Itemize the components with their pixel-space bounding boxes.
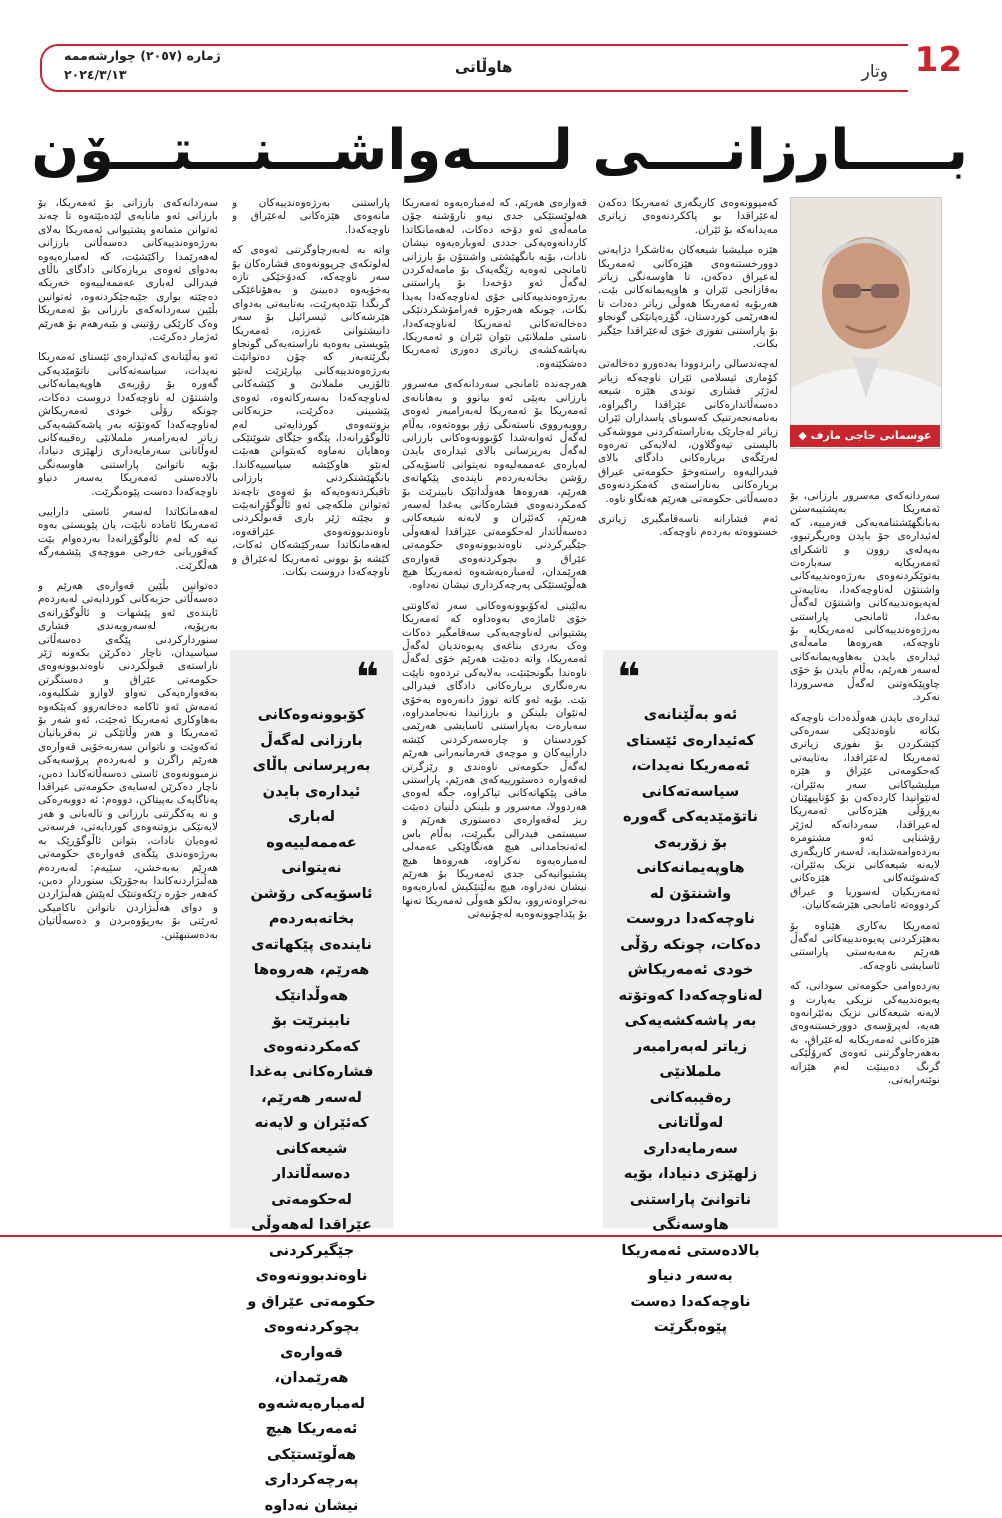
column-2 — [402, 197, 587, 1227]
pull-quote-text: ئەو بەڵێنانەی کەئیدارەی ئێستای ئەمەریکا نەیدات، سیاسەتەکانی ناتۆمێدیەکی گەورە بۆ زۆربەی هاوپەیمانەکانی واشنتۆن لە ناوچەکەدا دروست دەکات، چونکە رۆڵی خودی ئەمەریکاش لەناوچەکەدا کەوتۆتە بەر پاشەکشەیەکی زیاتر لەبەرامبەر ململانێی رەقیبەکانی لەوڵاتانی سەرمایەداری زلهێزی دنیادا، بۆیە ناتوانێ پاراستنی هاوسەنگی بالادەستی ئەمەریکا بەسەر دنیاو ناوچەکەدا دەست پێوەبگرێت — [618, 706, 763, 1335]
newspaper-logo: هاوڵاتی — [455, 58, 513, 76]
paragraph: هێزە میلیشیا شیعەکان بەئاشکرا دژایەتی دوورخستنەوەی هێزەکانی ئەمەریکا لەعیراق دەکەن، تا هاوسەنگی زیاتر بەقازانجی ئێران و هاوپەیمانەکانی بێت. هەربۆیە ئەمەریکا هەوڵی زیاتر دەدات تا لەهەرێمی کوردستان، گۆڕەپانێکی گونجاو بۆ پاراستنی نفوزی خۆی لەعێراقدا جێگیر بکات. — [598, 244, 778, 351]
paragraph: بەردەوامی حکومەتی سودانی، کە پەیوەندییەکی نزیکی بەپارت و لایەنە شیعەکانی نزیک بەئێرانەوە هەیە، لەپرۆسەی دوورخستنەوەی هێزەکانی ئەمەریکایە لەعێراق، بە بەهەرجاوگرتنی ئەوەی کەرۆڵێکی گرنگ دەبینێت لەم هێزانە نوێنەرایەتی. — [790, 980, 940, 1087]
paragraph: سەردانەکەی بارزانی بۆ ئەمەریکا، بۆ بارزانی ئەو مانایەی لێدەبێتەوە تا چەند ئەتوانن متمانەو پشتیوانی ئەمەریکا بەلای بەرژەوەندییەکانی دەسەڵاتی بارزانی لەهەرێمدا راکێشێت، کە لەمبارەیەوە بەدوای ئەوەی بریارەکانی دادگای باڵای فیدرالی لەباری عەممەلییەوە خەریکە دەچێتە بواری جێبەجێکردنەوە، ئەتوانین بڵێین سەردانەکەی بارزانی بۆ ئەمەریکا وەک کارێکی رۆتینی و بێبەرهەم بۆ هەرێم ئەژمار دەکرێت. — [38, 197, 218, 344]
pull-quote-2 — [230, 650, 393, 1514]
paragraph: دەتوانین بڵێین قەوارەی هەرێم و دەسەڵاتی حزبەکانی کوردایەتی لەبەردەم ئایندەی ئەو پێشهات و ئاڵوگۆڕانەی بەرپۆیە، لەسەرویەندی فشاری سنوردارکردنی پێگەی دەسەڵاتی سیاسیدان، ناچار دەکرێن بکەونە ژێر ناراستەی قبوڵکردنی ناوەندبوونەوەی حکومەتی عێراق و دەستگرتن بەقەوارەیەکی تەواو لاوازو شکلیەوە، ئەمەش ئەو ئاکامە دەخاتەروو کەپێکەوە بەهاوکاری ئەمەریکا ئەجێت، ئەو شەر بۆ ئەمەریکا و هەر وڵاتێکی تر بەقربانیان ئەکەوێت و ناتوانن سەربەخۆیی قەوارەی هەرێم راگرن و لەبەردەم پرۆسەیەکی نزمبوونەوەی ئاستی دەسەڵاتەکاندا دەبن، ناچار دەکرێن لەسایەی حکومەتی عیراقدا پەناگاپەک بەپیتاکن، دووەم: ئە دووبەرەکی و نە یەکگرتنی بارزانی و تالەبانی و هەر لایەنێکی بزوتنەوەی کوردایەتی، فرسەتی ئەوەیان نادات، بتوانن ئاڵوگۆڕێک بە بەرژەوەندی پێگەی قەوارەی حکومەتی هەرێم بەبەخشن، سێیەم: لەبەردەم هەڵبژاردنەکاندا بەجۆرێک سنوردار دەبن، کەهەر جۆرە رێکەوتنێک لەپێش هەڵبژاردن و دوای هەڵبژاردن ناتوانن ناکامیکی ئەرێنی بۆ بەرپۆوەبردن و دەسەڵاتیان بەدەستبهێنن. — [38, 579, 218, 941]
paragraph: بەلێیتی لەکۆبوونەوەکانی سەر ئەکاونتی خۆی ئاماژەی بەوەداوە کە ئەمەریکا پشتیوانی لەناوچەیەکی سەقامگیر دەکات وەک بەردی بناغەی پەیوەندیان لەگەڵ ئەمەریکا، واتە دەبێت هەرێم خۆی لەگەڵ ناوەندا بگونجێنێت، بەلایەکی تردەوە ناپێت بەرەنگاری بریارەکانی دادگای فیدرالی بێت. بۆیە ئەو کاتە تووژ دانەرەوە بەخۆی لەنێوان بلینکن و بارزانیدا نەنجامدراوە، سەبارەت بەپاراستنی ئاسایشی هەرێمی کوردستان و چارەسەرکردنی کێشە داراییەکان و موچەی فەرمانبەرانی هەرێم لەگەڵ حکومەتی ناوەندی و رێزگرتن لەقەوارە دەستورییەکەی هەرێم، پاراستنی مافی پێکهاتەکانی تیاکراوە، جگە لەوەی هەردوولا، مەسرور و بلینکن دڵنیان دەبێت ریز لەقەوارەی دەستوری هەرێم و سیستمی فیدرالی بگیرێت، بەڵام باس لەئەنجامدانی هیچ هەنگاوێکی عەمەلی لەمبارەیەوە نەکراوە، هەروەها هیچ پشتیوانیەکی جدی ئەمەریکا بۆ هەرێم نیشان نەدراوە، هیچ بەڵێنێکیش لەبارەیەوە نەخراوەتەروو، بەلکو هەوڵی ئەمەریکا تەنها بۆ پێداچوونەوەیە لەچۆنیەتی — [402, 599, 587, 921]
quote-mark-icon: ❝ — [355, 655, 379, 701]
paragraph: ئیدارەی بایدن هەوڵدەدات ناوچەکە بکاتە ناوەندێکی سەرەکی کێشکردن بۆ نفوزی زیاتری ئەمەریکا لەعێراقدا، بەتایبەتی کەحکومەتی عێراق و هێزە میلیشیاکانی سەر بەئێران، لەنێوانیدا کاردەکەن بۆ کۆتاییهێنان بەڕۆڵی هێزەکانی ئەمەریکا لەعیراقدا، سەردانەکە لەژێر رۆشنایی ئەو مشتومرە بەردەوامەشدایە، لەسەر کاریگەری لایەنە شیعەکانی نزیک بەئێران، کەشوێنەکانی هێزەکانی ئەمەریکیان لەسوریا و عیراق کردووەتە ئامانجی هێرشەکانیان. — [790, 711, 940, 912]
paragraph: سەردانەکەی مەسرور بارزانی، بۆ ئەمەریکا بەپشتیبەستن بەبانگهێشتنامەیەکی فەرمییە، کە لەئیدارەی جۆ بایدن وەریگرتبوو، بەپەلەی روون و ئاشکرای ئەمەریکایە سەبارەت بەتوێکردنەوەی بەرژەوەندییەکانی واشنتۆن لەناوچەکەدا، بەتایبەتی لەپەیوەندییەکانی واشنتۆن لەگەڵ بەغدا، ئامانجی پاراستنی بەرژەوەندییەکانی ئەمەریکایە بۆ ناوچەکە، هەروەها مامەڵەی ئیدارەی بایدن بەهاوپەیمانەکانی لەسەر هەرێم، بەڵام بایدن بۆ خۆی چاوپێکەوتنی لەگەڵ مەسروردا نەکرد. — [790, 490, 940, 704]
section-label: وتار — [861, 62, 888, 82]
issue-number: ژمارە (٢٠٥٧) چوارشەممە — [64, 48, 221, 63]
paragraph: پاراستنی بەرژەوەندییەکان و مانەوەی هێزەکانی لەعێراق و ناوچەکەدا. — [232, 197, 390, 236]
page-number: 12 — [914, 40, 962, 80]
quote-mark-icon: ❝ — [617, 655, 641, 701]
paragraph: ئەمەریکا بەکاری هێناوە بۆ بەهێزکردنی پەیوەندییەکانی لەگەڵ هەرێم بەمەبەستی پاراستنی ئاسایشی ناوچەکە. — [790, 919, 940, 972]
author-photo — [790, 197, 942, 449]
paragraph: واتە بە لەبەرچاوگرتنی ئەوەی کە لەلوتکەی چرپوونەوەی فشارەکان بۆ سەر ناوچەکە، کەدۆخێکی تازە بەخۆیەوە دەبینێ و بەهۆناغێکی گرنگدا تێدەپەرێت، بەتایبەتی بەدوای هێرشەکانی ئیسرائیل بۆ سەر دانیشتوانی غەززە، ئەمەریکا پێویستی بەوەیە ناراستەیەکی گونجاو بگرێتەبەر کە چۆن دەتوانێت بەرژەوەندییەکانی بپارێزێت لەنێو ئالۆزیی ململانێ و کێشەکانی لەناوچەکەدا بەسەرکاتەوە، ئەوەی پێشبینی دەکرێت، حزبەکانی بزوتنەوەی کوردایەتی لەم ئاڵوگۆڕانەدا، پێگەو جێگای شوێنێکی وەهایان نەماوە کەبتوانن هەبێت لەنێو هاوکێشە سیاسییەکاندا. بانگهێشتکردنی بارزانی تاقیکردنەوەیەکە بۆ ئەوەی تاچەند ئەتوانن ملکەچی ئەو ئاڵوگۆرانەبێت و بچێتە ژێر باری قەبوڵکردنی ناوەندبوونەوەی عێراقەوە، لەهەمانکاتدا سەرکێشەکان ئەکات، کێشە بۆ بوونی ئەمەریکا لەعێراق و ناوچەکەدا دروست بکات. — [232, 244, 390, 578]
paragraph: ئەم فشارانە ناسەقامگیری زیاتری خستووەتە بەردەم ناوچەکە. — [598, 512, 778, 539]
column-3 — [232, 197, 390, 637]
pull-quote-1 — [603, 650, 778, 1335]
paragraph: کەمپوونەوەی کاریگەری ئەمەریکا دەکەن لەعێراقدا بو پاککردنەوەی زیاتری مەیدانەکە بۆ ئێران. — [598, 197, 778, 236]
pull-quote-text: کۆبوونەوەکانی بارزانی لەگەڵ بەرپرسانی باڵای ئیدارەی بایدن لەباری عەممەلییەوە نەیتوانی ئاسۆیەکی رۆشن بخاتەبەردەم نایندەی پێکهاتەی هەرێم، هەروەها هەوڵدانێک نابینرێت بۆ کەمکردنەوەی فشارەکانی بەغدا لەسەر هەرێم، کەئێران و لایەنە شیعەکانی دەسەڵاتدار لەحکومەتی عێراقدا لەهەوڵی جێگیرکردنی ناوەندبوونەوەی حکومەتی عێراق و بچوکردنەوەی قەوارەی هەرێمدان، لەمبارەیەشەوە ئەمەریکا هیچ هەڵوێستێکی پەرچەکرداری نیشان نەداوە — [247, 706, 376, 1514]
column-4 — [38, 197, 218, 1227]
paragraph: ئەو بەڵێنانەی کەئیدارەی ئێستای ئەمەریکا نەیدات، سیاسەتەکانی ناتۆمێدیەکی گەورە بۆ زۆربەی هاوپەیمانەکانی واشنتۆن لە ناوچەکەدا دروست دەکات، چونکە رۆڵی خودی ئەمەریکاش لەناوچەکەدا کەوتۆتە بەر پاشەکشەیەکی زیاتر لەبەرامبەر ململانێی رەقیبەکانی لەوڵاتانی سەرمایەداری زلهێزی دنیادا، بۆیە ناتوانێ پاراستنی هاوسەنگی بالادەستی ئەمەریکا بەسەر دنیاو ناوچەکەدا دەست پێوەبگرێت. — [38, 351, 218, 498]
footer-divider — [0, 1235, 1002, 1237]
author-name: عوسمانی حاجی مارف — [810, 429, 932, 442]
paragraph: لەچەندسالی رابردوودا بەدەورو دەخالەتی کۆماری ئیسلامی ئێران ناوچەکە زیاتر لەژێر فشاری توندی هێزە شیعە دەسەڵاتدارەکانی عێراقدا راگیراوە، بەنامەنجەرتنیک کەسوبای پاسداران ئێران زیاتر لەجارێک بەناراستەکردنی مووشەکی بالیستی تیەوگلاون، لەلایەکی تەرەوە لەرێگەی بریارەکانی دادگای بالای فیدرالیەوە راستەوخۆ حکومەتی عیراق بریارەکانی بەناراستەی کەمکردنەوەی دەسەڵاتی حکومەتی هەرێم هەنگاو ناوە. — [598, 358, 778, 505]
author-portrait-icon — [791, 198, 941, 426]
paragraph: لەهەمانکاتدا لەسەر ئاستی داراییی ئەمەریکا ئامادە نابێت، یان پێویستی بەوە نیە کە لەم ئاڵوگۆڕانەدا بەردەوام بێت کەقوربانی خەرجی مووچەی پێشمەرگە هەڵگرێت. — [38, 505, 218, 572]
page-header — [40, 40, 968, 98]
author-name-bar — [790, 425, 940, 447]
issue-date: ٢٠٢٤/٣/١٣ — [64, 67, 127, 82]
column-0-right — [790, 490, 940, 1220]
paragraph: قەوارەی هەرێم، کە لەمبارەیەوە ئەمەریکا هەلوێستێکی جدی نیەو نارۆشنە چۆن مامەڵەی ئەو دۆخە دەکات، لەهەمانکاتدا کاردانەوەیەکی جددی لەوبارەیەوە نیشان نادات، بۆیە بانگهێشتی واشنتۆن بۆ بارزانی ئامانجی ئەوەیە رێگەیەک بۆ مامەلەکردن لەگەڵ ئەو دۆخەدا بۆ پاراستنی بەرژەوەندییەکانی خۆی لەناوچەکەدا بەیدا بکات، چونکە هەرجۆرە فەرامۆشکردنێکی دەخالەتەکانی ئەمەریکا لەناوچەکەدا، ناستی ململانێی نێوان ئێران و ئەمەریکا، بەپاشەکشەی زیاتری دەوری ئەمەریکا دەشکێتەوە. — [402, 197, 587, 370]
diamond-icon: ◆ — [798, 429, 807, 442]
article-headline: بـــــارزانــــی لــــەواشـــنـــتـــۆن — [31, 118, 968, 183]
column-1-top — [598, 197, 778, 637]
paragraph: هەرچەندە ئامانجی سەردانەکەی مەسرور بارزانی بەپێی ئەو بیانوو و بەهانانەی ئەمەریکا بۆ ئەمەریکا لەبەرامبەر ئەوەی رووبەرووی ناستەنگی زۆر بووەتەوە، بەڵام لەگەڵ ئەوانەشدا کۆبوونەوەکانی بارزانی لەگەڵ بەرپرسانی بالای ئیدارەی بایدن لەبارەی عەممەلیەوە نەیتوانی ئاسۆیەکی رۆشن بخاتەبەردەم نایندەی پێکهاتەی هەرێم، هەروەها هەوڵدانێک نابینرێت بۆ کەمکردنەوەی فشارەکانی بەغدا لەسەر هەرێم، کەئێران و لایەنە شیعەکانی دەسەڵاتدار لەحکومەتی عێراقدا لەهەوڵی جێگیرکردنی ناوەندبوونەوەی حکومەتی عێراق و بچوکردنەوەی قەوارەی هەرێمدان، لەمبارەیەشەوە ئەمەریکا هیچ هەڵوێستێکی پەرچەکرداری نیشان نەداوە. — [402, 378, 587, 592]
